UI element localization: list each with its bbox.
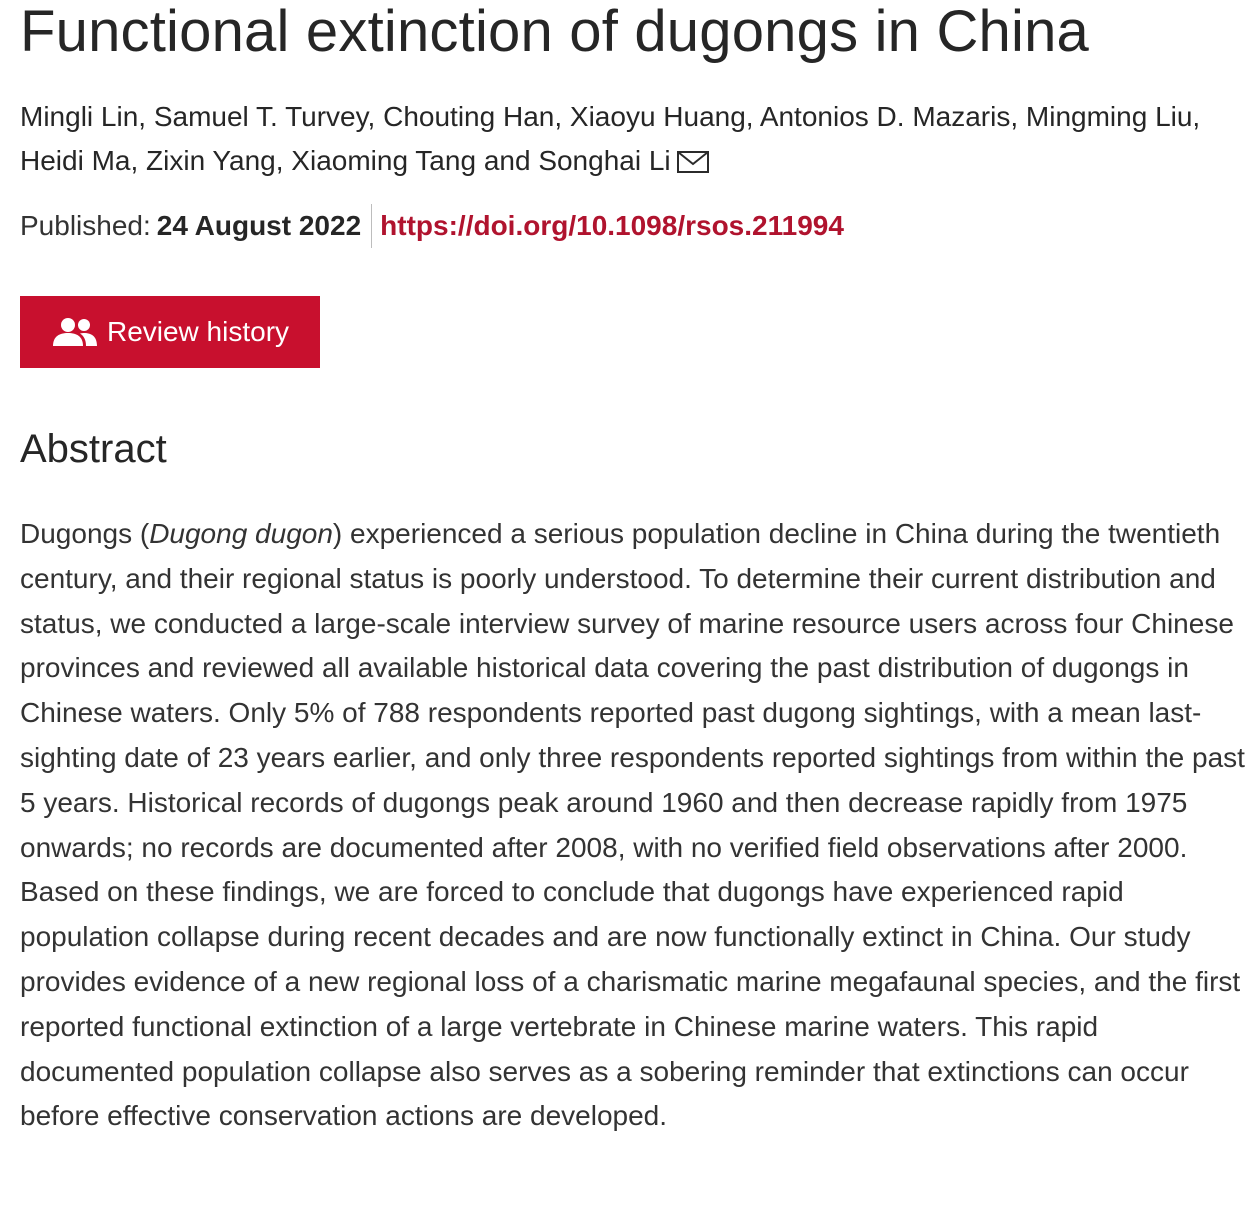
published-label: Published:	[20, 210, 151, 241]
envelope-icon[interactable]	[677, 142, 709, 186]
people-icon	[51, 316, 99, 348]
article-page	[20, 0, 1250, 1167]
review-history-label: Review history	[106, 316, 290, 347]
authors-main[interactable]: Mingli Lin, Samuel T. Turvey, Chouting Han, Xiaoyu Huang, Antonios D. Mazaris, Mingming Liu, Heidi Ma, Zixin Yang, Xiaoming Tang	[20, 101, 1201, 176]
publication-info	[20, 204, 1250, 248]
article-title: Functional extinction of dugongs in China	[20, 0, 1089, 64]
abstract-heading: Abstract	[20, 427, 167, 471]
abstract-prefix: Dugongs (	[20, 518, 150, 549]
published-date: 24 August 2022	[156, 210, 362, 241]
doi-link[interactable]: https://doi.org/10.1098/rsos.211994	[380, 210, 844, 241]
authors-conjunction: and	[483, 145, 531, 176]
author-corresponding[interactable]: Songhai Li	[538, 145, 671, 176]
divider	[371, 204, 372, 248]
review-history-button[interactable]	[20, 296, 320, 368]
abstract-text	[20, 512, 1252, 1139]
abstract-main: ) experienced a serious population decline in China during the twentieth century, and their regional status is poorly understood. To determine their current distribution and status, we conducted a large-scale interview survey of marine resource users across four Chinese provinces and reviewed all available historical data covering the past distribution of dugongs in Chinese waters. Only 5% of 788 respondents reported past dugong sightings, with a mean last-sighting date of 23 years earlier, and only three respondents reported sightings from within the past 5 years. Historical records of dugongs peak around 1960 and then decrease rapidly from 1975 onwards; no records are documented after 2008, with no verified field observations after 2000. Based on these findings, we are forced to conclude that dugongs have experienced rapid population collapse during recent decades and are now functionally extinct in China. Our study provides evidence of a new regional loss of a charismatic marine megafaunal species, and the first reported functional extinction of a large vertebrate in Chinese marine waters. This rapid documented population collapse also serves as a sobering reminder that extinctions can occur before effective conservation actions are developed.	[20, 518, 1245, 1132]
species-name: Dugong dugon	[149, 518, 333, 549]
author-list	[20, 95, 1250, 186]
